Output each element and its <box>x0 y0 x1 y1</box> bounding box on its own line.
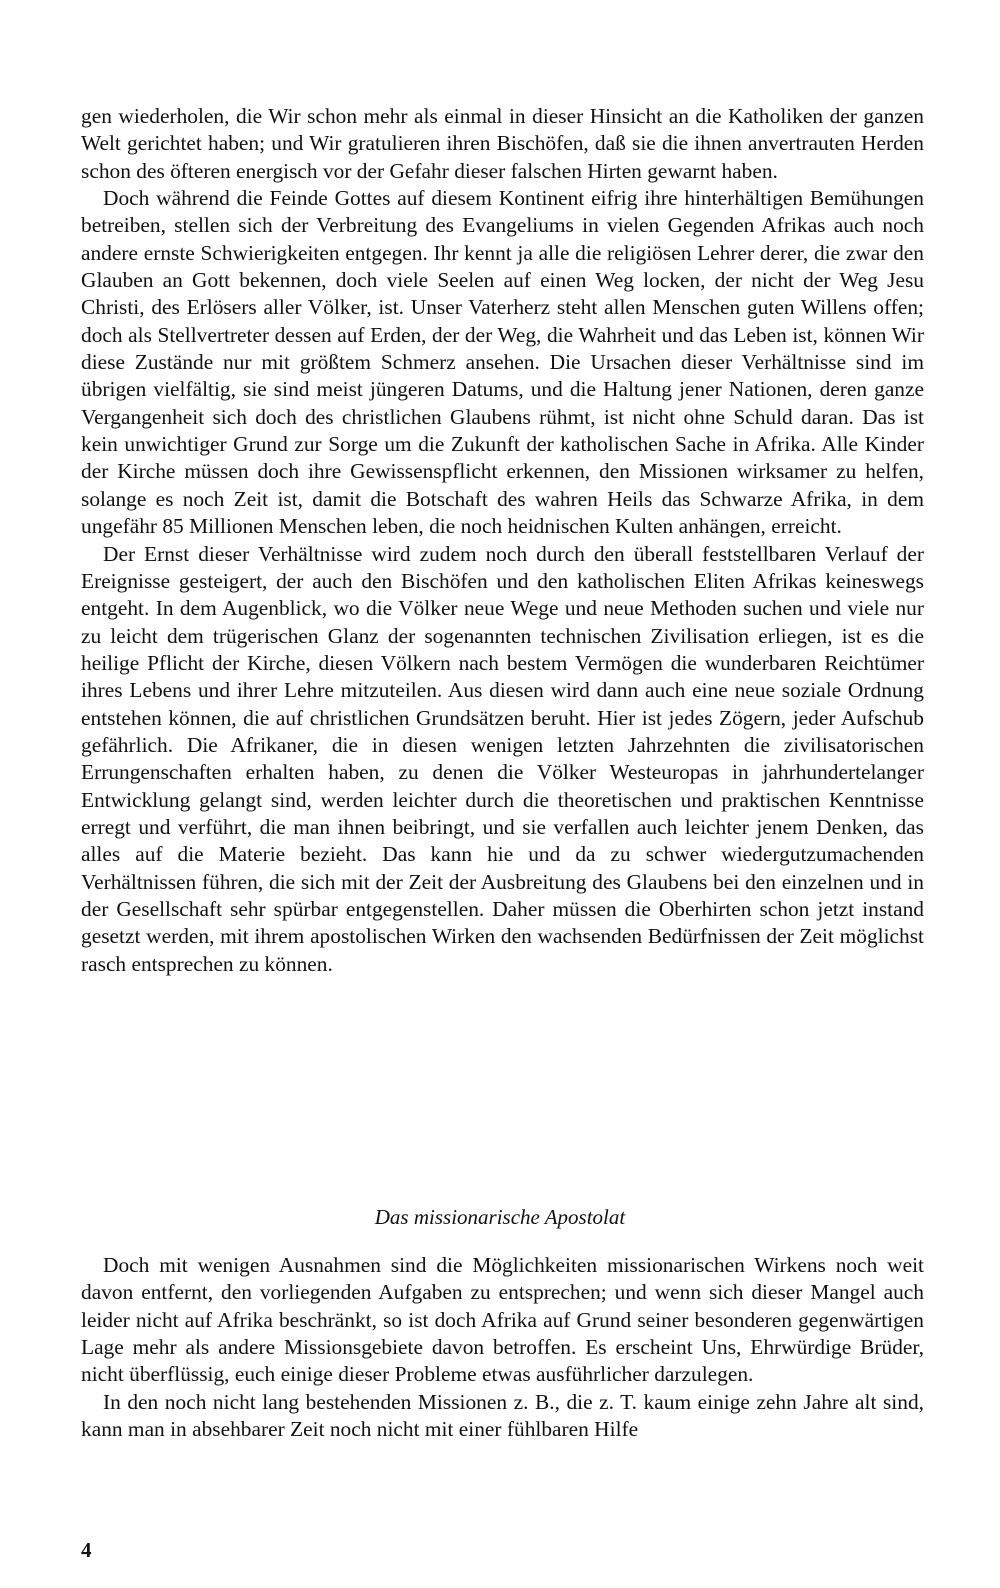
paragraph-enemies-of-god: Doch während die Feinde Gottes auf diesem Kontinent eifrig ihre hinterhältigen Bemühungen betreiben, stellen sich der Verbreitung des Evangeliums in vielen Gegenden Afrikas auch noch andere ernste Schwierigkeiten entgegen. Ihr kennt ja alle die religiösen Lehrer derer, die zwar den Glauben an Gott bekennen, doch viele Seelen auf einen Weg locken, der nicht der Weg Jesu Christi, des Erlösers aller Völker, ist. Unser Vaterherz steht allen Menschen guten Willens offen; doch als Stellvertreter dessen auf Erden, der der Weg, die Wahrheit und das Leben ist, können Wir diese Zustände nur mit größtem Schmerz ansehen. Die Ursachen dieser Verhältnisse sind im übrigen vielfältig, sie sind meist jüngeren Datums, und die Haltung jener Nationen, deren ganze Vergangenheit sich doch des christlichen Glaubens rühmt, ist nicht ohne Schuld daran. Das ist kein unwichtiger Grund zur Sorge um die Zukunft der katholischen Sache in Afrika. Alle Kinder der Kirche müssen doch ihre Gewissenspflicht erkennen, den Missionen wirksamer zu helfen, solange es noch Zeit ist, damit die Botschaft des wahren Heils das Schwarze Afrika, in dem ungefähr 85 Millionen Menschen leben, die noch heidnischen Kulten anhängen, erreicht. <box>81 186 924 539</box>
paragraph-gravity-of-situation: Der Ernst dieser Verhältnisse wird zudem noch durch den überall feststellbaren Verlauf der Ereignisse gesteigert, der auch den Bischöfen und den katholischen Eliten Afrikas keineswegs entgeht. In dem Augenblick, wo die Völker neue Wege und neue Methoden suchen und viele nur zu leicht dem trügerischen Glanz der sogenannten technischen Zivilisation erliegen, ist es die heilige Pflicht der Kirche, diesen Völkern nach bestem Vermögen die wunderbaren Reichtümer ihres Lebens und ihrer Lehre mitzuteilen. Aus diesen wird dann auch eine neue soziale Ordnung entstehen können, die auf christlichen Grundsätzen beruht. Hier ist jedes Zögern, jeder Aufschub gefährlich. Die Afrikaner, die in diesen wenigen letzten Jahrzehnten die zivilisatorischen Errungenschaften erhalten haben, zu denen die Völker Westeuropas in jahrhundertelanger Entwicklung gelangt sind, werden leichter durch die theoretischen und praktischen Kenntnisse erregt und verführt, die man ihnen beibringt, und sie verfallen auch leichter jenem Denken, das alles auf die Materie bezieht. Das kann hie und da zu schwer wiedergutzumachenden Verhältnissen führen, die sich mit der Zeit der Ausbreitung des Glaubens bei den einzelnen und in der Gesellschaft sehr spürbar entgegenstellen. Daher müssen die Oberhirten schon jetzt instand gesetzt werden, mit ihrem apostolischen Wirken den wachsenden Bedürfnissen der Zeit möglichst rasch entsprechen zu können. <box>81 541 924 976</box>
body-text-top <box>81 103 924 978</box>
paragraph-new-missions: In den noch nicht lang bestehenden Missionen z. B., die z. T. kaum einige zehn Jahre alt sind, kann man in absehbarer Zeit noch nicht mit einer fühlbaren Hilfe <box>81 1389 924 1442</box>
page-number: 4 <box>81 1538 92 1562</box>
body-text-bottom <box>81 1252 924 1443</box>
section-heading: Das missionarische Apostolat <box>374 1205 626 1229</box>
paragraph-missionary-possibilities: Doch mit wenigen Ausnahmen sind die Möglichkeiten missionarischen Wirkens noch weit davon entfernt, den vorliegenden Aufgaben zu entsprechen; und wenn sich dieser Mangel auch leider nicht auf Afrika beschränkt, so ist doch Afrika auf Grund seiner besonderen gegenwärtigen Lage mehr als andere Missionsgebiete davon betroffen. Es erscheint Uns, Ehrwürdige Brüder, nicht überflüssig, euch einige dieser Probleme etwas ausführlicher darzulegen. <box>81 1253 924 1387</box>
paragraph-continuation: gen wiederholen, die Wir schon mehr als einmal in dieser Hinsicht an die Katholiken der ganzen Welt gerichtet haben; und Wir gratulieren ihren Bischöfen, daß sie die ihnen anvertrauten Herden schon des öfteren energisch vor der Gefahr dieser falschen Hirten gewarnt haben. <box>81 104 924 183</box>
